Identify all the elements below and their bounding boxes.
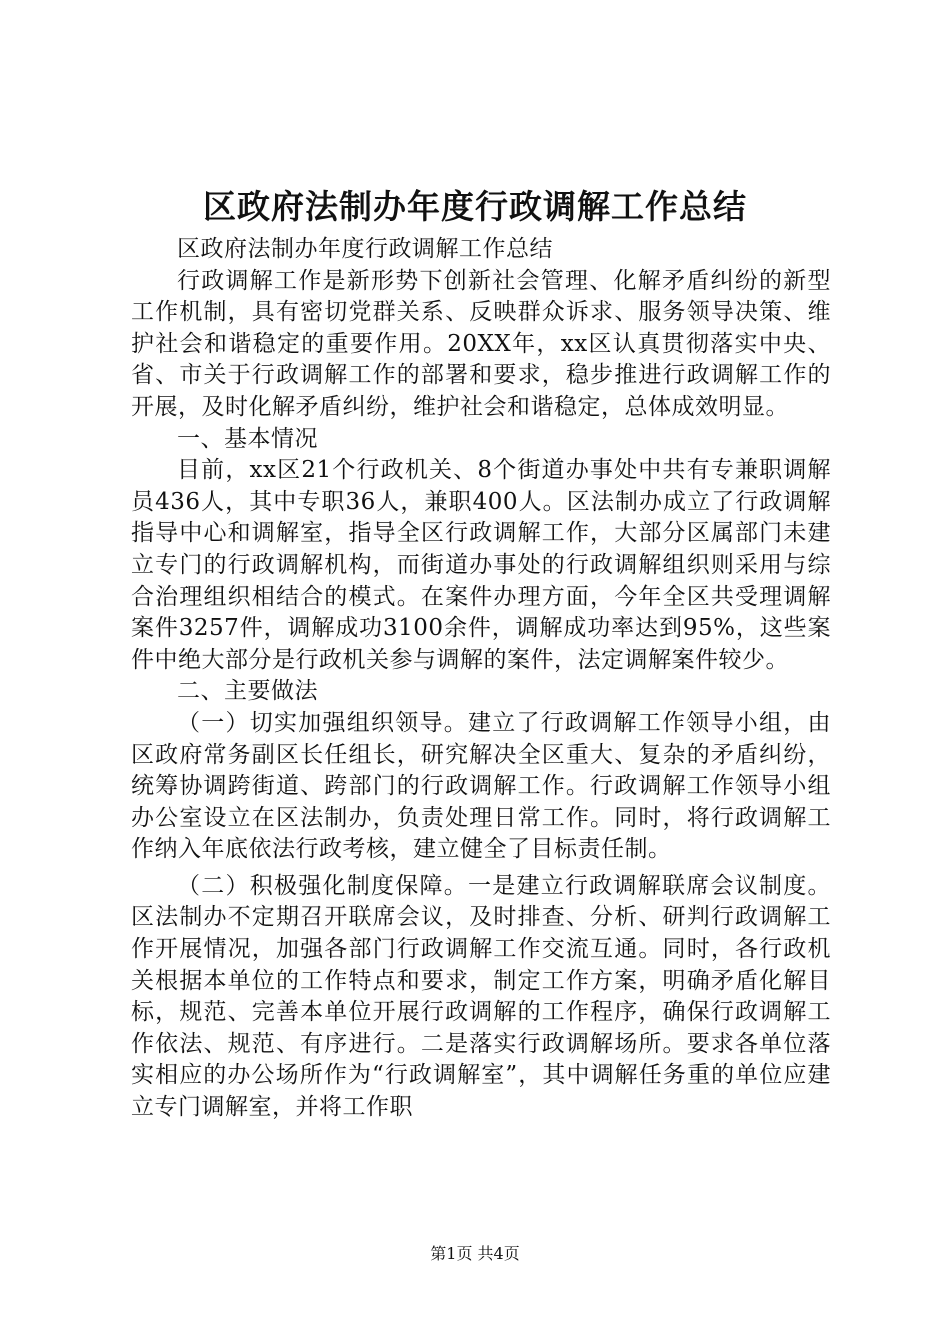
basic-situation-paragraph: 目前，xx区21个行政机关、8个街道办事处中共有专兼职调解员436人，其中专职36人，兼职400人。区法制办成立了行政调解指导中心和调解室，指导全区行政调解工作，大部分区属部门未建立专门的行政调解机构，而街道办事处的行政调解组织则采用与综合治理组织相结合的模式。在案件办理方面，今年全区共受理调解案件3257件，调解成功3100余件，调解成功率达到95%，这些案件中绝大部分是行政机关参与调解的案件，法定调解案件较少。 <box>131 457 831 673</box>
section-heading-methods: 二、主要做法 <box>177 678 318 705</box>
document-title: 区政府法制办年度行政调解工作总结 <box>203 187 747 226</box>
document-body <box>131 234 831 1124</box>
page-number: 第1页 共4页 <box>430 1244 520 1263</box>
section-heading-basic: 一、基本情况 <box>177 425 318 452</box>
methods-paragraph-1: （一）切实加强组织领导。建立了行政调解工作领导小组，由区政府常务副区长任组长，研究解决全区重大、复杂的矛盾纠纷，统筹协调跨街道、跨部门的行政调解工作。行政调解工作领导小组办公室设立在区法制办，负责处理日常工作。同时，将行政调解工作纳入年底依法行政考核，建立健全了目标责任制。 <box>131 709 831 863</box>
methods-paragraph-2: （二）积极强化制度保障。一是建立行政调解联席会议制度。区法制办不定期召开联席会议，及时排查、分析、研判行政调解工作开展情况，加强各部门行政调解工作交流互通。同时，各行政机关根据本单位的工作特点和要求，制定工作方案，明确矛盾化解目标，规范、完善本单位开展行政调解的工作程序，确保行政调解工作依法、规范、有序进行。二是落实行政调解场所。要求各单位落实相应的办公场所作为“行政调解室”，其中调解任务重的单位应建立专门调解室，并将工作职 <box>131 872 831 1121</box>
intro-paragraph: 行政调解工作是新形势下创新社会管理、化解矛盾纠纷的新型工作机制，具有密切党群关系、反映群众诉求、服务领导决策、维护社会和谐稳定的重要作用。20XX年，xx区认真贯彻落实中央、省、市关于行政调解工作的部署和要求，稳步推进行政调解工作的开展，及时化解矛盾纠纷，维护社会和谐稳定，总体成效明显。 <box>131 267 831 420</box>
subtitle-paragraph: 区政府法制办年度行政调解工作总结 <box>177 236 553 262</box>
